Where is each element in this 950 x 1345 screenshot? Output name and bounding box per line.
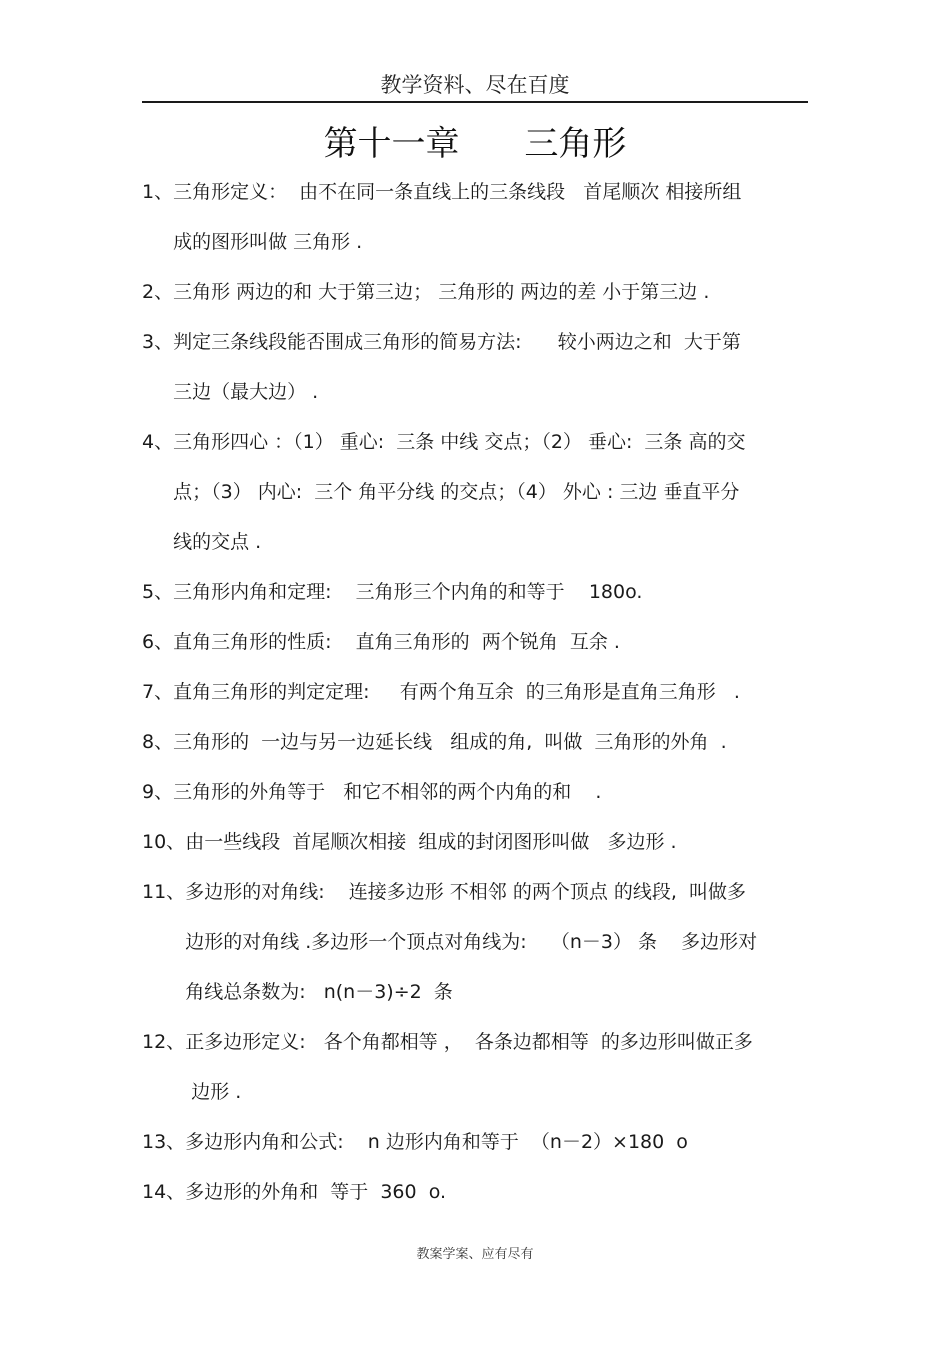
list-item-4 [142,417,808,567]
item-text [185,867,808,1017]
item-line: 三角形内角和定理: 三角形三个内角的和等于 180o. [173,581,643,603]
item-line: 边形的对角线 .多边形一个顶点对角线为: （n－3） 条 多边形对 [185,931,758,953]
item-text [173,717,808,767]
item-line: 角线总条数为: n(n－3)÷2 条 [185,981,453,1003]
item-number: 13、 [142,1131,186,1153]
item-text [173,767,808,817]
item-number: 2、 [142,281,174,303]
content-list [142,167,808,1217]
item-line: 边形 . [185,1081,242,1103]
item-number: 4、 [142,431,174,453]
item-text [173,417,808,567]
item-text [185,1017,808,1117]
item-line: 多边形的外角和 等于 360 o. [185,1181,447,1203]
list-item-1 [142,167,808,267]
item-text [185,1117,808,1167]
page-footer: 教案学案、应有尽有 [416,1247,534,1262]
item-text [173,267,808,317]
item-line: 正多边形定义: 各个角都相等 ， 各条边都相等 的多边形叫做正多 [185,1031,753,1053]
item-line: 线的交点 . [173,531,262,553]
list-item-2 [142,267,808,317]
item-line: 三角形四心 ：（1） 重心: 三条 中线 交点；（2） 垂心: 三条 高的交 [173,431,746,453]
list-item-13 [142,1117,808,1167]
item-number: 5、 [142,581,174,603]
item-line: 直角三角形的性质: 直角三角形的 两个锐角 互余 . [173,631,620,653]
item-line: 三角形 两边的和 大于第三边； 三角形的 两边的差 小于第三边 . [173,281,710,303]
item-number: 6、 [142,631,174,653]
item-line: 点；（3） 内心: 三个 角平分线 的交点；（4） 外心 : 三边 垂直平分 [173,481,740,503]
list-item-8 [142,717,808,767]
list-item-5 [142,567,808,617]
item-line: 直角三角形的判定定理: 有两个角互余 的三角形是直角三角形 . [173,681,740,703]
item-line: 多边形的对角线: 连接多边形 不相邻 的两个顶点 的线段, 叫做多 [185,881,746,903]
chapter-title: 第十一章 三角形 [323,124,627,164]
item-line: 由一些线段 首尾顺次相接 组成的封闭图形叫做 多边形 . [185,831,677,853]
item-text [173,167,808,267]
item-number: 10、 [142,831,186,853]
list-item-11 [142,867,808,1017]
item-number: 7、 [142,681,174,703]
list-item-6 [142,617,808,667]
item-line: 成的图形叫做 三角形 . [173,231,363,253]
item-text [185,817,808,867]
list-item-7 [142,667,808,717]
item-number: 3、 [142,331,174,353]
item-text [173,667,808,717]
item-line: 三角形定义： 由不在同一条直线上的三条线段 首尾顺次 相接所组 [173,181,742,203]
header-rule [142,101,808,103]
list-item-3 [142,317,808,417]
list-item-10 [142,817,808,867]
item-number: 12、 [142,1031,186,1053]
item-text [173,567,808,617]
list-item-12 [142,1017,808,1117]
item-line: 多边形内角和公式: n 边形内角和等于 （n－2）×180 o [185,1131,688,1153]
item-number: 14、 [142,1181,186,1203]
item-line: 三角形的 一边与另一边延长线 组成的角, 叫做 三角形的外角 . [173,731,727,753]
page-header: 教学资料、尽在百度 [380,73,570,97]
list-item-14 [142,1167,808,1217]
item-text [173,617,808,667]
item-number: 8、 [142,731,174,753]
item-text [185,1167,808,1217]
item-line: 三角形的外角等于 和它不相邻的两个内角的和 . [173,781,602,803]
list-item-9 [142,767,808,817]
item-line: 判定三条线段能否围成三角形的简易方法: 较小两边之和 大于第 [173,331,741,353]
item-line: 三边（最大边） . [173,381,319,403]
item-text [173,317,808,417]
item-number: 11、 [142,881,186,903]
item-number: 9、 [142,781,174,803]
item-number: 1、 [142,181,174,203]
